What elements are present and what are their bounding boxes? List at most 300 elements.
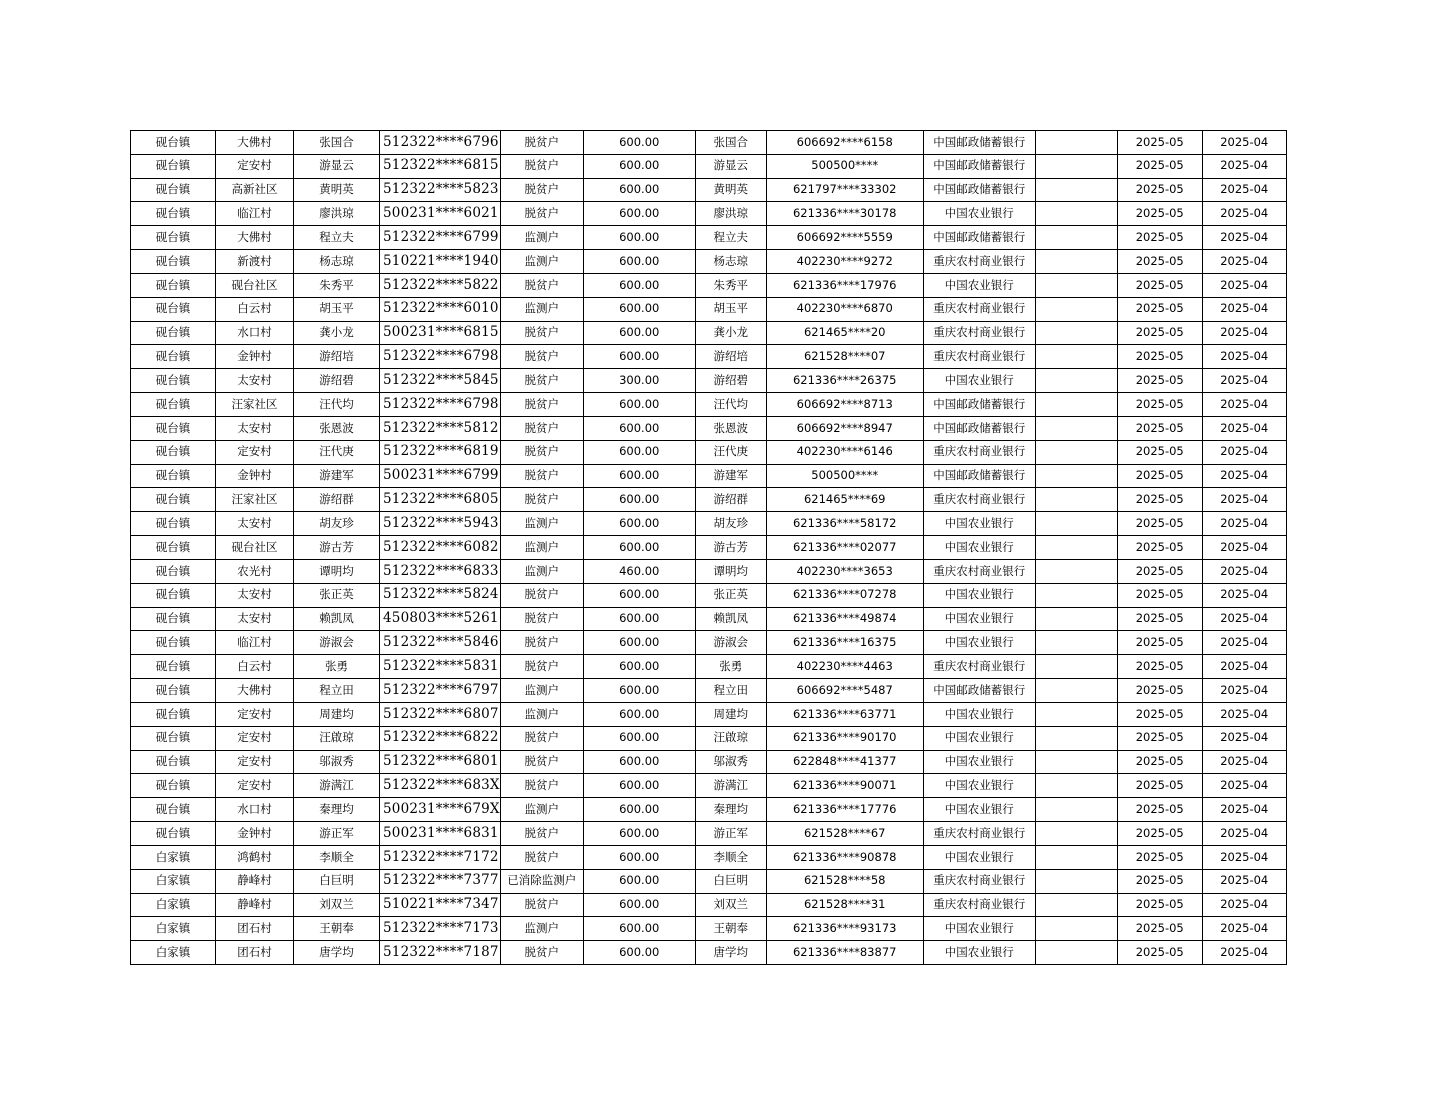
id-number-cell: 512322****6833: [380, 559, 501, 583]
household-type-cell: 监测户: [500, 917, 583, 941]
table-row: [131, 583, 1287, 607]
table-row: [131, 154, 1287, 178]
id-number-cell: 512322****6819: [380, 440, 501, 464]
bank-cell: 中国邮政储蓄银行: [923, 226, 1035, 250]
period-month-cell: 2025-04: [1202, 536, 1286, 560]
account-number-cell: 606692****5559: [766, 226, 923, 250]
period-month-cell: 2025-04: [1202, 273, 1286, 297]
remark-cell: [1035, 655, 1117, 679]
remark-cell: [1035, 464, 1117, 488]
name-cell: 游淑会: [294, 631, 380, 655]
village-cell: 临江村: [216, 631, 294, 655]
issue-month-cell: 2025-05: [1117, 917, 1202, 941]
period-month-cell: 2025-04: [1202, 679, 1286, 703]
account-number-cell: 621336****93173: [766, 917, 923, 941]
table-row: [131, 893, 1287, 917]
remark-cell: [1035, 845, 1117, 869]
name-cell: 杨志琼: [294, 250, 380, 274]
village-cell: 定安村: [216, 774, 294, 798]
table-row: [131, 297, 1287, 321]
amount-cell: 600.00: [583, 798, 695, 822]
amount-cell: 600.00: [583, 202, 695, 226]
issue-month-cell: 2025-05: [1117, 726, 1202, 750]
township-cell: 白家镇: [131, 893, 216, 917]
bank-cell: 重庆农村商业银行: [923, 488, 1035, 512]
account-number-cell: 621336****02077: [766, 536, 923, 560]
account-holder-cell: 游绍碧: [695, 369, 766, 393]
amount-cell: 600.00: [583, 512, 695, 536]
id-number-cell: 512322****7173: [380, 917, 501, 941]
remark-cell: [1035, 869, 1117, 893]
household-type-cell: 监测户: [500, 536, 583, 560]
township-cell: 砚台镇: [131, 488, 216, 512]
remark-cell: [1035, 631, 1117, 655]
id-number-cell: 512322****5812: [380, 416, 501, 440]
account-number-cell: 621528****07: [766, 345, 923, 369]
account-number-cell: 606692****8947: [766, 416, 923, 440]
township-cell: 砚台镇: [131, 726, 216, 750]
amount-cell: 600.00: [583, 321, 695, 345]
household-type-cell: 脱贫户: [500, 178, 583, 202]
remark-cell: [1035, 202, 1117, 226]
id-number-cell: 500231****6021: [380, 202, 501, 226]
table-row: [131, 369, 1287, 393]
village-cell: 临江村: [216, 202, 294, 226]
bank-cell: 中国农业银行: [923, 798, 1035, 822]
id-number-cell: 512322****5845: [380, 369, 501, 393]
township-cell: 砚台镇: [131, 273, 216, 297]
township-cell: 砚台镇: [131, 297, 216, 321]
id-number-cell: 500231****6815: [380, 321, 501, 345]
bank-cell: 中国农业银行: [923, 750, 1035, 774]
township-cell: 砚台镇: [131, 178, 216, 202]
amount-cell: 600.00: [583, 750, 695, 774]
issue-month-cell: 2025-05: [1117, 679, 1202, 703]
household-type-cell: 监测户: [500, 798, 583, 822]
remark-cell: [1035, 154, 1117, 178]
township-cell: 砚台镇: [131, 536, 216, 560]
id-number-cell: 512322****6798: [380, 345, 501, 369]
table-row: [131, 273, 1287, 297]
period-month-cell: 2025-04: [1202, 774, 1286, 798]
issue-month-cell: 2025-05: [1117, 845, 1202, 869]
township-cell: 砚台镇: [131, 631, 216, 655]
township-cell: 砚台镇: [131, 798, 216, 822]
remark-cell: [1035, 679, 1117, 703]
amount-cell: 600.00: [583, 440, 695, 464]
id-number-cell: 500231****679X: [380, 798, 501, 822]
township-cell: 砚台镇: [131, 226, 216, 250]
household-type-cell: 脱贫户: [500, 488, 583, 512]
account-number-cell: 621528****67: [766, 822, 923, 846]
remark-cell: [1035, 536, 1117, 560]
remark-cell: [1035, 440, 1117, 464]
table-row: [131, 845, 1287, 869]
township-cell: 砚台镇: [131, 345, 216, 369]
amount-cell: 600.00: [583, 893, 695, 917]
village-cell: 高新社区: [216, 178, 294, 202]
table-row: [131, 178, 1287, 202]
name-cell: 胡友珍: [294, 512, 380, 536]
table-row: [131, 631, 1287, 655]
name-cell: 游建军: [294, 464, 380, 488]
household-type-cell: 已消除监测户: [500, 869, 583, 893]
table-row: [131, 202, 1287, 226]
period-month-cell: 2025-04: [1202, 369, 1286, 393]
village-cell: 汪家社区: [216, 393, 294, 417]
account-number-cell: 621336****17776: [766, 798, 923, 822]
bank-cell: 中国农业银行: [923, 774, 1035, 798]
account-number-cell: 622848****41377: [766, 750, 923, 774]
amount-cell: 600.00: [583, 488, 695, 512]
table-row: [131, 702, 1287, 726]
issue-month-cell: 2025-05: [1117, 273, 1202, 297]
account-holder-cell: 汪啟琼: [695, 726, 766, 750]
account-number-cell: 621336****26375: [766, 369, 923, 393]
township-cell: 砚台镇: [131, 774, 216, 798]
table-row: [131, 321, 1287, 345]
period-month-cell: 2025-04: [1202, 726, 1286, 750]
account-holder-cell: 刘双兰: [695, 893, 766, 917]
period-month-cell: 2025-04: [1202, 750, 1286, 774]
township-cell: 白家镇: [131, 869, 216, 893]
amount-cell: 600.00: [583, 226, 695, 250]
name-cell: 邬淑秀: [294, 750, 380, 774]
issue-month-cell: 2025-05: [1117, 798, 1202, 822]
bank-cell: 中国农业银行: [923, 702, 1035, 726]
name-cell: 龚小龙: [294, 321, 380, 345]
household-type-cell: 脱贫户: [500, 655, 583, 679]
account-number-cell: 621465****69: [766, 488, 923, 512]
township-cell: 砚台镇: [131, 416, 216, 440]
amount-cell: 600.00: [583, 845, 695, 869]
issue-month-cell: 2025-05: [1117, 655, 1202, 679]
account-holder-cell: 黄明英: [695, 178, 766, 202]
name-cell: 游绍培: [294, 345, 380, 369]
village-cell: 大佛村: [216, 131, 294, 155]
bank-cell: 中国邮政储蓄银行: [923, 131, 1035, 155]
amount-cell: 600.00: [583, 393, 695, 417]
township-cell: 砚台镇: [131, 369, 216, 393]
issue-month-cell: 2025-05: [1117, 893, 1202, 917]
account-number-cell: 621336****30178: [766, 202, 923, 226]
village-cell: 砚台社区: [216, 273, 294, 297]
amount-cell: 600.00: [583, 416, 695, 440]
account-number-cell: 621336****49874: [766, 607, 923, 631]
account-number-cell: 621528****31: [766, 893, 923, 917]
remark-cell: [1035, 226, 1117, 250]
period-month-cell: 2025-04: [1202, 917, 1286, 941]
period-month-cell: 2025-04: [1202, 488, 1286, 512]
account-holder-cell: 白巨明: [695, 869, 766, 893]
amount-cell: 600.00: [583, 154, 695, 178]
name-cell: 游正军: [294, 822, 380, 846]
issue-month-cell: 2025-05: [1117, 774, 1202, 798]
village-cell: 太安村: [216, 369, 294, 393]
township-cell: 砚台镇: [131, 131, 216, 155]
period-month-cell: 2025-04: [1202, 393, 1286, 417]
remark-cell: [1035, 893, 1117, 917]
village-cell: 太安村: [216, 512, 294, 536]
name-cell: 汪代庚: [294, 440, 380, 464]
id-number-cell: 512322****5943: [380, 512, 501, 536]
name-cell: 程立田: [294, 679, 380, 703]
account-holder-cell: 游显云: [695, 154, 766, 178]
period-month-cell: 2025-04: [1202, 702, 1286, 726]
remark-cell: [1035, 798, 1117, 822]
period-month-cell: 2025-04: [1202, 440, 1286, 464]
account-number-cell: 402230****6146: [766, 440, 923, 464]
table-row: [131, 250, 1287, 274]
table-row: [131, 822, 1287, 846]
name-cell: 胡玉平: [294, 297, 380, 321]
village-cell: 金钟村: [216, 464, 294, 488]
account-holder-cell: 游古芳: [695, 536, 766, 560]
id-number-cell: 512322****7172: [380, 845, 501, 869]
issue-month-cell: 2025-05: [1117, 345, 1202, 369]
amount-cell: 600.00: [583, 869, 695, 893]
id-number-cell: 512322****5822: [380, 273, 501, 297]
table-row: [131, 559, 1287, 583]
id-number-cell: 512322****6082: [380, 536, 501, 560]
name-cell: 张国合: [294, 131, 380, 155]
account-holder-cell: 游满江: [695, 774, 766, 798]
household-type-cell: 脱贫户: [500, 822, 583, 846]
remark-cell: [1035, 607, 1117, 631]
township-cell: 砚台镇: [131, 154, 216, 178]
name-cell: 周建均: [294, 702, 380, 726]
amount-cell: 600.00: [583, 726, 695, 750]
id-number-cell: 500231****6831: [380, 822, 501, 846]
household-type-cell: 脱贫户: [500, 345, 583, 369]
name-cell: 朱秀平: [294, 273, 380, 297]
bank-cell: 中国农业银行: [923, 845, 1035, 869]
table-row: [131, 536, 1287, 560]
period-month-cell: 2025-04: [1202, 464, 1286, 488]
id-number-cell: 510221****1940: [380, 250, 501, 274]
village-cell: 定安村: [216, 154, 294, 178]
table-row: [131, 941, 1287, 965]
township-cell: 砚台镇: [131, 202, 216, 226]
period-month-cell: 2025-04: [1202, 583, 1286, 607]
bank-cell: 中国农业银行: [923, 536, 1035, 560]
issue-month-cell: 2025-05: [1117, 631, 1202, 655]
period-month-cell: 2025-04: [1202, 202, 1286, 226]
issue-month-cell: 2025-05: [1117, 702, 1202, 726]
id-number-cell: 512322****6796: [380, 131, 501, 155]
amount-cell: 600.00: [583, 631, 695, 655]
account-number-cell: 621336****90071: [766, 774, 923, 798]
village-cell: 大佛村: [216, 679, 294, 703]
id-number-cell: 450803****5261: [380, 607, 501, 631]
table-row: [131, 416, 1287, 440]
account-holder-cell: 游建军: [695, 464, 766, 488]
household-type-cell: 监测户: [500, 250, 583, 274]
township-cell: 白家镇: [131, 845, 216, 869]
id-number-cell: 512322****6807: [380, 702, 501, 726]
id-number-cell: 512322****683X: [380, 774, 501, 798]
remark-cell: [1035, 750, 1117, 774]
period-month-cell: 2025-04: [1202, 655, 1286, 679]
amount-cell: 600.00: [583, 702, 695, 726]
village-cell: 金钟村: [216, 822, 294, 846]
household-type-cell: 监测户: [500, 297, 583, 321]
household-type-cell: 脱贫户: [500, 131, 583, 155]
period-month-cell: 2025-04: [1202, 131, 1286, 155]
account-holder-cell: 张勇: [695, 655, 766, 679]
name-cell: 游绍群: [294, 488, 380, 512]
account-number-cell: 621336****16375: [766, 631, 923, 655]
amount-cell: 600.00: [583, 297, 695, 321]
household-type-cell: 脱贫户: [500, 631, 583, 655]
remark-cell: [1035, 559, 1117, 583]
table-row: [131, 750, 1287, 774]
table-row: [131, 917, 1287, 941]
remark-cell: [1035, 583, 1117, 607]
remark-cell: [1035, 345, 1117, 369]
amount-cell: 600.00: [583, 774, 695, 798]
township-cell: 砚台镇: [131, 607, 216, 631]
bank-cell: 重庆农村商业银行: [923, 321, 1035, 345]
name-cell: 张勇: [294, 655, 380, 679]
account-holder-cell: 邬淑秀: [695, 750, 766, 774]
amount-cell: 600.00: [583, 941, 695, 965]
issue-month-cell: 2025-05: [1117, 822, 1202, 846]
name-cell: 谭明均: [294, 559, 380, 583]
account-holder-cell: 汪代均: [695, 393, 766, 417]
account-holder-cell: 朱秀平: [695, 273, 766, 297]
bank-cell: 中国邮政储蓄银行: [923, 154, 1035, 178]
account-holder-cell: 赖凯凤: [695, 607, 766, 631]
amount-cell: 600.00: [583, 655, 695, 679]
account-holder-cell: 秦理均: [695, 798, 766, 822]
bank-cell: 中国邮政储蓄银行: [923, 393, 1035, 417]
id-number-cell: 512322****6798: [380, 393, 501, 417]
amount-cell: 600.00: [583, 464, 695, 488]
account-number-cell: 621336****83877: [766, 941, 923, 965]
remark-cell: [1035, 273, 1117, 297]
account-holder-cell: 谭明均: [695, 559, 766, 583]
village-cell: 太安村: [216, 583, 294, 607]
id-number-cell: 512322****6805: [380, 488, 501, 512]
household-type-cell: 脱贫户: [500, 464, 583, 488]
issue-month-cell: 2025-05: [1117, 869, 1202, 893]
bank-cell: 中国农业银行: [923, 726, 1035, 750]
issue-month-cell: 2025-05: [1117, 297, 1202, 321]
amount-cell: 460.00: [583, 559, 695, 583]
issue-month-cell: 2025-05: [1117, 750, 1202, 774]
name-cell: 游满江: [294, 774, 380, 798]
name-cell: 刘双兰: [294, 893, 380, 917]
household-type-cell: 脱贫户: [500, 583, 583, 607]
issue-month-cell: 2025-05: [1117, 583, 1202, 607]
name-cell: 秦理均: [294, 798, 380, 822]
name-cell: 廖洪琼: [294, 202, 380, 226]
issue-month-cell: 2025-05: [1117, 440, 1202, 464]
bank-cell: 重庆农村商业银行: [923, 345, 1035, 369]
name-cell: 白巨明: [294, 869, 380, 893]
period-month-cell: 2025-04: [1202, 512, 1286, 536]
township-cell: 砚台镇: [131, 583, 216, 607]
household-type-cell: 脱贫户: [500, 154, 583, 178]
township-cell: 砚台镇: [131, 440, 216, 464]
amount-cell: 600.00: [583, 607, 695, 631]
issue-month-cell: 2025-05: [1117, 202, 1202, 226]
account-holder-cell: 张国合: [695, 131, 766, 155]
issue-month-cell: 2025-05: [1117, 536, 1202, 560]
household-type-cell: 脱贫户: [500, 369, 583, 393]
issue-month-cell: 2025-05: [1117, 154, 1202, 178]
township-cell: 白家镇: [131, 917, 216, 941]
remark-cell: [1035, 393, 1117, 417]
account-holder-cell: 汪代庚: [695, 440, 766, 464]
household-type-cell: 脱贫户: [500, 845, 583, 869]
remark-cell: [1035, 131, 1117, 155]
village-cell: 农光村: [216, 559, 294, 583]
account-holder-cell: 李顺全: [695, 845, 766, 869]
remark-cell: [1035, 917, 1117, 941]
amount-cell: 600.00: [583, 583, 695, 607]
remark-cell: [1035, 250, 1117, 274]
issue-month-cell: 2025-05: [1117, 464, 1202, 488]
account-number-cell: 621465****20: [766, 321, 923, 345]
village-cell: 水口村: [216, 798, 294, 822]
bank-cell: 重庆农村商业银行: [923, 440, 1035, 464]
account-holder-cell: 程立夫: [695, 226, 766, 250]
id-number-cell: 512322****6797: [380, 679, 501, 703]
bank-cell: 中国农业银行: [923, 917, 1035, 941]
household-type-cell: 脱贫户: [500, 321, 583, 345]
issue-month-cell: 2025-05: [1117, 607, 1202, 631]
bank-cell: 重庆农村商业银行: [923, 250, 1035, 274]
name-cell: 王朝奉: [294, 917, 380, 941]
name-cell: 汪啟琼: [294, 726, 380, 750]
account-holder-cell: 张正英: [695, 583, 766, 607]
name-cell: 程立夫: [294, 226, 380, 250]
issue-month-cell: 2025-05: [1117, 488, 1202, 512]
account-holder-cell: 胡友珍: [695, 512, 766, 536]
household-type-cell: 脱贫户: [500, 774, 583, 798]
issue-month-cell: 2025-05: [1117, 393, 1202, 417]
amount-cell: 600.00: [583, 178, 695, 202]
township-cell: 砚台镇: [131, 679, 216, 703]
account-number-cell: 402230****4463: [766, 655, 923, 679]
issue-month-cell: 2025-05: [1117, 559, 1202, 583]
bank-cell: 中国农业银行: [923, 273, 1035, 297]
amount-cell: 600.00: [583, 273, 695, 297]
amount-cell: 600.00: [583, 131, 695, 155]
household-type-cell: 脱贫户: [500, 893, 583, 917]
issue-month-cell: 2025-05: [1117, 131, 1202, 155]
account-number-cell: 621336****58172: [766, 512, 923, 536]
account-number-cell: 500500****: [766, 154, 923, 178]
township-cell: 砚台镇: [131, 512, 216, 536]
id-number-cell: 512322****5846: [380, 631, 501, 655]
table-row: [131, 655, 1287, 679]
village-cell: 太安村: [216, 416, 294, 440]
name-cell: 汪代均: [294, 393, 380, 417]
period-month-cell: 2025-04: [1202, 178, 1286, 202]
household-type-cell: 脱贫户: [500, 440, 583, 464]
account-number-cell: 621797****33302: [766, 178, 923, 202]
id-number-cell: 512322****6799: [380, 226, 501, 250]
name-cell: 李顺全: [294, 845, 380, 869]
period-month-cell: 2025-04: [1202, 250, 1286, 274]
bank-cell: 中国农业银行: [923, 583, 1035, 607]
id-number-cell: 510221****7347: [380, 893, 501, 917]
township-cell: 白家镇: [131, 941, 216, 965]
period-month-cell: 2025-04: [1202, 321, 1286, 345]
